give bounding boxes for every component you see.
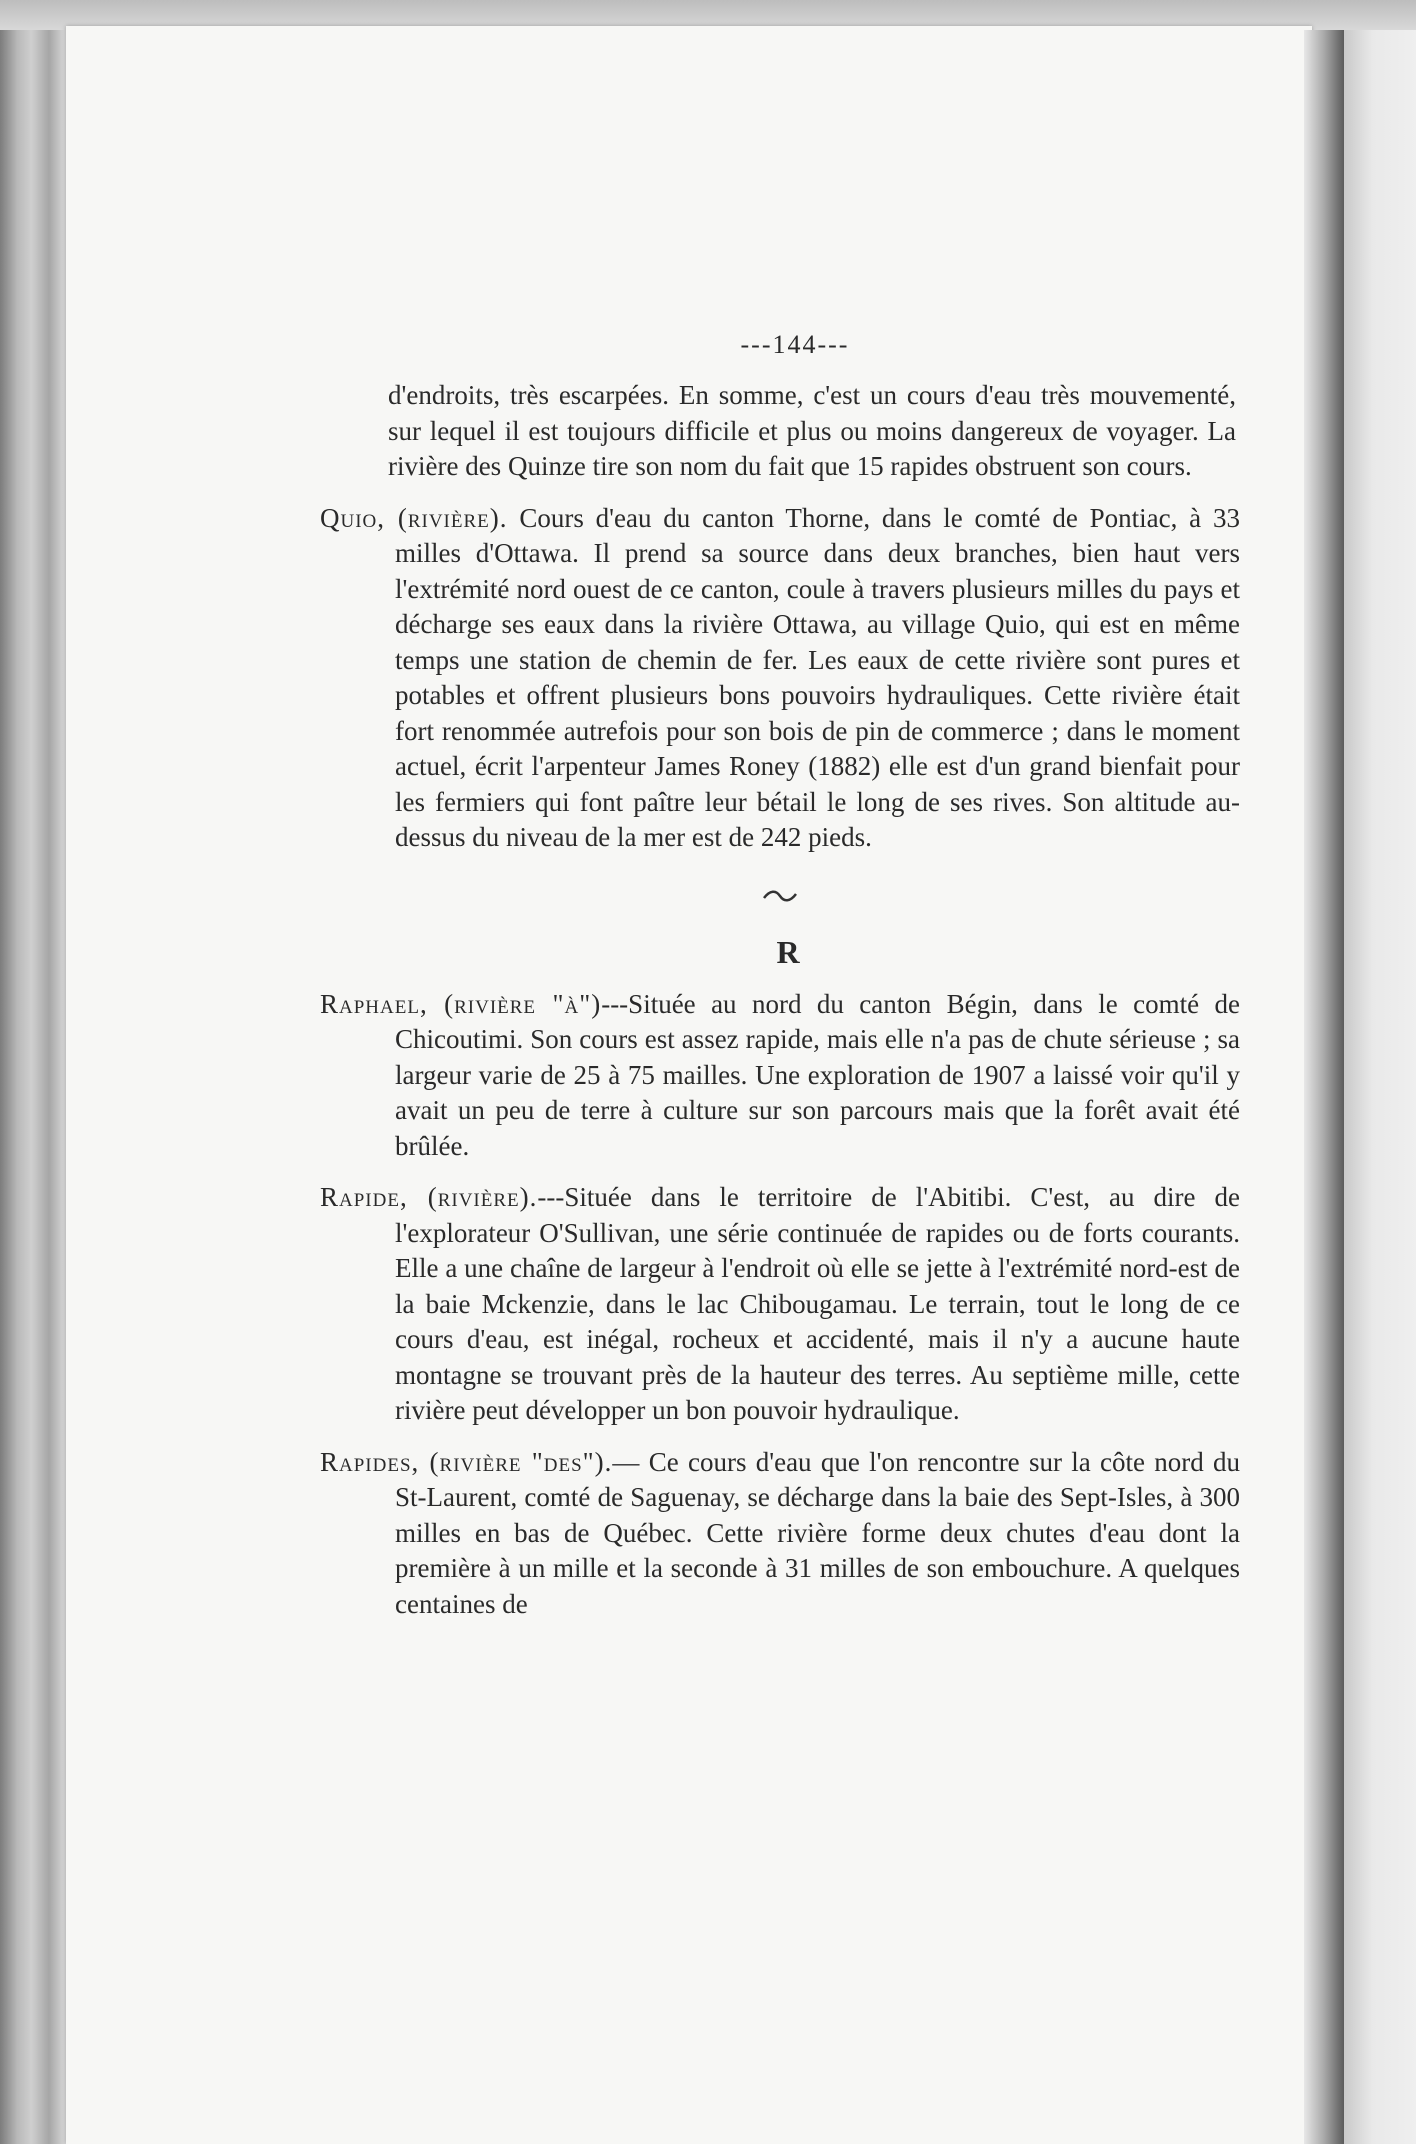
book-left-edge	[0, 30, 70, 2144]
facing-page-edge	[1344, 30, 1416, 2144]
section-ornament	[320, 886, 1240, 914]
continued-paragraph: d'endroits, très escarpées. En somme, c'est un cours d'eau très mouvementé, sur lequel il est toujours difficile et plus ou moins dangereux de voyager. La rivière des Quinze tire son nom du fait que 15 rapides obstruent son cours.	[388, 380, 1236, 481]
entry-body: Cours d'eau du canton Thorne, dans le comté de Pontiac, à 33 milles d'Ottawa. Il prend sa source dans deux branches, bien haut vers l'extrémité nord ouest de ce canton, coule à travers plusieurs milles du pays et décharge ses eaux dans la rivière Ottawa, au village Quio, qui est en même temps une station de chemin de fer. Les eaux de cette rivière sont pures et potables et offrent plusieurs bons pouvoirs hydrauliques. Cette rivière était fort renommée autrefois pour son bois de pin de commerce ; dans le moment actuel, écrit l'arpenteur James Roney (1882) elle est d'un grand bienfait pour les fermiers qui font paître leur bétail le long de ses rives. Son altitude au-dessus du niveau de la mer est de 242 pieds.	[395, 502, 1240, 852]
entry-rapides	[320, 1445, 1240, 1623]
entry-raphael	[320, 987, 1240, 1165]
page-number: ---144---	[740, 330, 850, 359]
entry-head: Rapide, (rivière).	[320, 1182, 538, 1212]
entry-body: ---Située au nord du canton Bégin, dans le comté de Chicoutimi. Son cours est assez rapide, mais elle n'a pas de chute sérieuse ; sa largeur varie de 25 à 75 mailles. Une exploration de 1907 a laissé voir qu'il y avait un peu de terre à culture sur son parcours mais que la forêt avait été brûlée.	[395, 988, 1240, 1161]
entry-head: Quio, (rivière).	[320, 502, 508, 533]
entry-rapide	[320, 1180, 1240, 1429]
entry-head: Raphael, (rivière "à")	[320, 988, 602, 1019]
entry-head: Rapides, (rivière "des").	[320, 1446, 613, 1477]
page-text	[320, 330, 1240, 1622]
entry-quio	[320, 501, 1240, 856]
entry-body: ---Située dans le territoire de l'Abitibi. C'est, au dire de l'explorateur O'Sullivan, une série continuée de rapides ou de forts courants. Elle a une chaîne de largeur à l'endroit où elle se jette à l'extrémité nord-est de la baie Mckenzie, dans le lac Chibougamau. Le terrain, tout le long de ce cours d'eau, est inégal, rocheux et accidenté, mais il n'y a aucune haute montagne se trouvant près de la hauteur des terres. Au septième mille, cette rivière peut développer un bon pouvoir hydraulique.	[395, 1182, 1240, 1425]
gutter-shadow	[1304, 30, 1344, 2144]
tilde-ornament-icon	[760, 886, 800, 906]
entry-body: — Ce cours d'eau que l'on rencontre sur la côte nord du St-Laurent, comté de Saguenay, se décharge dans la baie des Sept-Isles, à 300 milles en bas de Québec. Cette rivière forme deux chutes d'eau dont la première à un mille et la seconde à 31 milles de son embouchure. A quelques centaines de	[395, 1446, 1240, 1619]
section-letter: R	[776, 933, 800, 970]
